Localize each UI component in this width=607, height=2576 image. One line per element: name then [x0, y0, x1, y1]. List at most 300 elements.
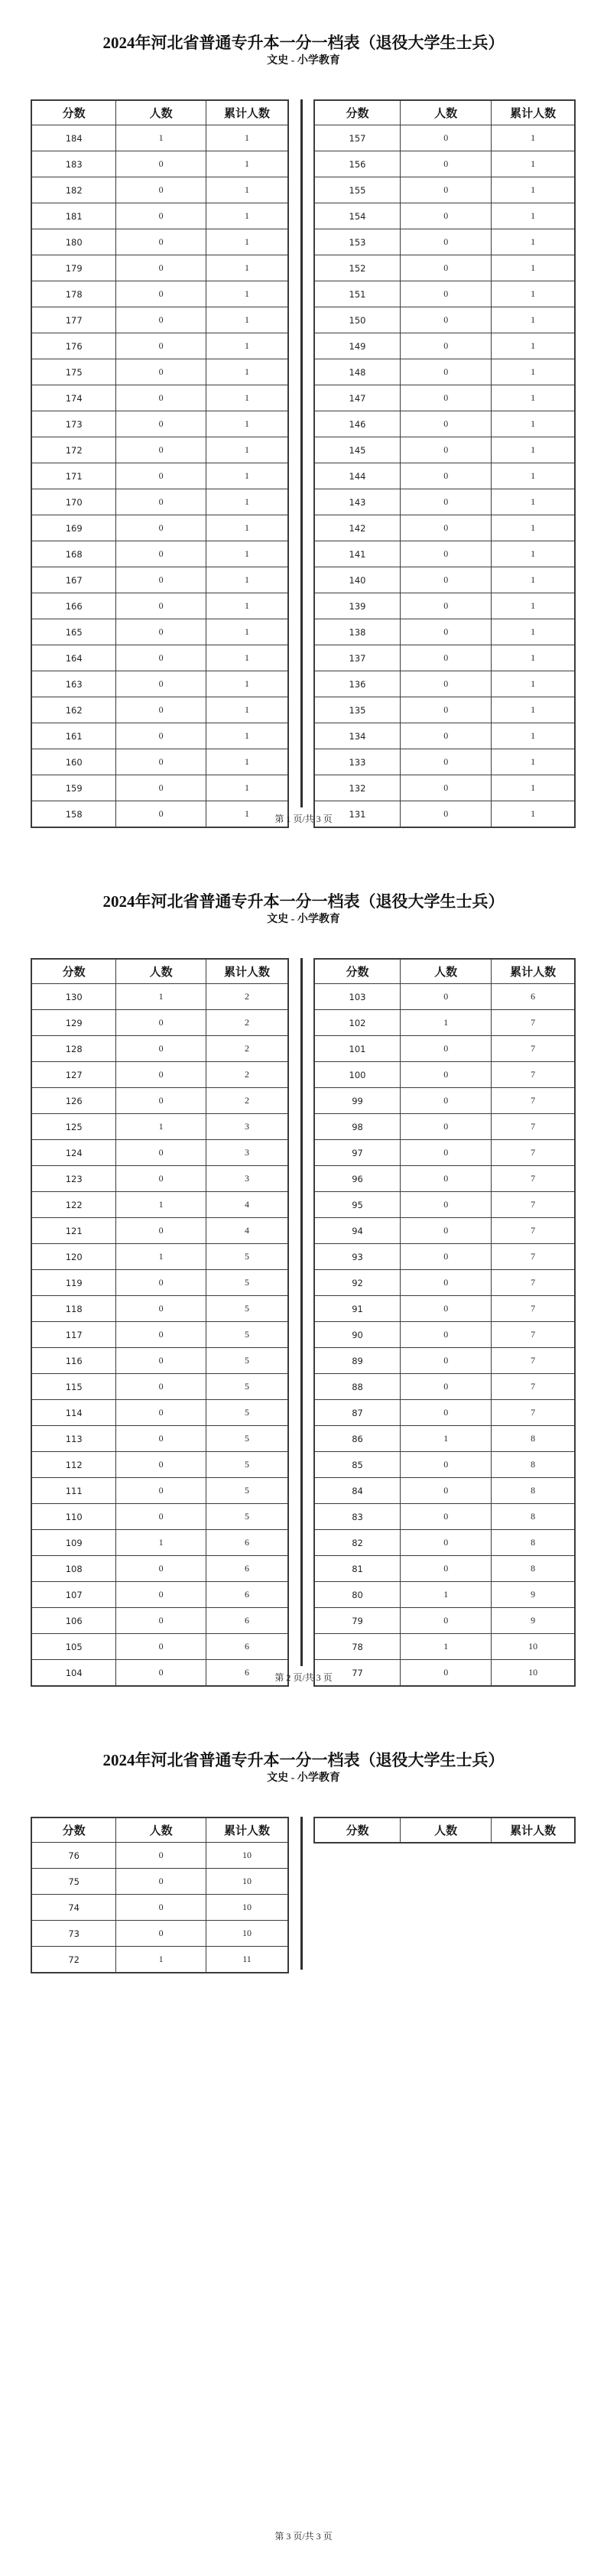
cumulative-cell: 7	[492, 1036, 575, 1062]
table-row	[31, 1869, 288, 1895]
table-row	[31, 463, 288, 489]
count-cell: 0	[401, 307, 492, 333]
table-row	[31, 1218, 288, 1244]
col-header-count: 人数	[116, 1817, 206, 1843]
table-row	[314, 1192, 575, 1218]
cumulative-cell: 1	[492, 463, 575, 489]
count-cell: 0	[401, 203, 492, 229]
page-number: 第 1 页/共 3 页	[274, 814, 333, 824]
table-row	[31, 489, 288, 515]
table-row	[31, 1556, 288, 1582]
cumulative-cell: 8	[492, 1530, 575, 1556]
count-cell: 0	[401, 151, 492, 177]
score-cell: 112	[31, 1452, 116, 1478]
count-cell: 1	[401, 1426, 492, 1452]
score-cell: 179	[31, 255, 116, 281]
col-header-score: 分数	[314, 100, 401, 125]
table-row	[31, 1296, 288, 1322]
score-cell: 97	[314, 1140, 401, 1166]
count-cell: 0	[401, 1218, 492, 1244]
score-cell: 144	[314, 463, 401, 489]
score-table-right	[313, 1817, 576, 1843]
cumulative-cell: 9	[492, 1582, 575, 1608]
score-cell: 139	[314, 593, 401, 619]
score-cell: 82	[314, 1530, 401, 1556]
cumulative-cell: 6	[206, 1608, 288, 1634]
table-row	[31, 333, 288, 359]
table-row	[314, 1608, 575, 1634]
score-cell: 83	[314, 1504, 401, 1530]
table-row	[31, 1166, 288, 1192]
cumulative-cell: 5	[206, 1348, 288, 1374]
count-cell: 0	[401, 1452, 492, 1478]
count-cell: 0	[401, 359, 492, 385]
col-header-cumulative: 累计人数	[206, 959, 288, 984]
count-cell: 0	[401, 255, 492, 281]
cumulative-cell: 8	[492, 1452, 575, 1478]
score-cell: 169	[31, 515, 116, 541]
score-cell: 104	[31, 1660, 116, 1687]
table-row	[314, 723, 575, 749]
cumulative-cell: 2	[206, 1062, 288, 1088]
count-cell: 0	[116, 255, 206, 281]
count-cell: 0	[401, 1296, 492, 1322]
count-cell: 0	[116, 1296, 206, 1322]
col-header-cumulative: 累计人数	[492, 1817, 575, 1843]
count-cell: 0	[401, 1036, 492, 1062]
cumulative-cell: 7	[492, 1270, 575, 1296]
table-row	[31, 1504, 288, 1530]
cumulative-cell: 1	[492, 801, 575, 828]
cumulative-cell: 1	[206, 281, 288, 307]
score-cell: 153	[314, 229, 401, 255]
table-row	[31, 359, 288, 385]
table-row	[31, 1348, 288, 1374]
table-row	[31, 1062, 288, 1088]
table-row	[31, 1270, 288, 1296]
count-cell: 0	[401, 567, 492, 593]
count-cell: 0	[116, 437, 206, 463]
table-row	[314, 619, 575, 645]
count-cell: 0	[116, 1426, 206, 1452]
col-header-score: 分数	[31, 1817, 116, 1843]
table-row	[31, 567, 288, 593]
count-cell: 1	[116, 1192, 206, 1218]
cumulative-cell: 1	[206, 541, 288, 567]
score-cell: 137	[314, 645, 401, 671]
score-cell: 124	[31, 1140, 116, 1166]
count-cell: 0	[116, 1400, 206, 1426]
page-subtitle: 文史 - 小学教育	[267, 914, 340, 925]
count-cell: 0	[116, 411, 206, 437]
table-row	[31, 437, 288, 463]
table-row	[31, 1843, 288, 1869]
cumulative-cell: 1	[206, 645, 288, 671]
cumulative-cell: 1	[206, 359, 288, 385]
cumulative-cell: 2	[206, 1036, 288, 1062]
cumulative-cell: 1	[492, 385, 575, 411]
table-row	[31, 645, 288, 671]
score-table-left	[31, 958, 289, 1687]
tables-row	[0, 958, 607, 1687]
count-cell: 0	[401, 1556, 492, 1582]
count-cell: 0	[401, 1088, 492, 1114]
count-cell: 0	[116, 489, 206, 515]
cumulative-cell: 1	[206, 307, 288, 333]
document-page-1	[0, 0, 607, 859]
score-cell: 125	[31, 1114, 116, 1140]
table-row	[314, 1062, 575, 1088]
table-row	[31, 1140, 288, 1166]
cumulative-cell: 7	[492, 1348, 575, 1374]
cumulative-cell: 5	[206, 1244, 288, 1270]
score-cell: 129	[31, 1010, 116, 1036]
table-row	[314, 1010, 575, 1036]
count-cell: 0	[401, 1530, 492, 1556]
table-row	[314, 515, 575, 541]
score-cell: 164	[31, 645, 116, 671]
cumulative-cell: 3	[206, 1114, 288, 1140]
col-header-score: 分数	[314, 1817, 401, 1843]
table-row	[31, 1322, 288, 1348]
score-cell: 121	[31, 1218, 116, 1244]
table-row	[314, 567, 575, 593]
count-cell: 0	[116, 775, 206, 801]
col-header-count: 人数	[116, 100, 206, 125]
cumulative-cell: 5	[206, 1296, 288, 1322]
col-header-cumulative: 累计人数	[206, 1817, 288, 1843]
header-row	[31, 100, 288, 125]
score-cell: 132	[314, 775, 401, 801]
score-cell: 85	[314, 1452, 401, 1478]
cumulative-cell: 1	[492, 333, 575, 359]
cumulative-cell: 8	[492, 1478, 575, 1504]
score-cell: 109	[31, 1530, 116, 1556]
score-cell: 87	[314, 1400, 401, 1426]
table-row	[314, 255, 575, 281]
cumulative-cell: 9	[492, 1608, 575, 1634]
table-row	[314, 1270, 575, 1296]
cumulative-cell: 1	[492, 307, 575, 333]
count-cell: 0	[116, 1140, 206, 1166]
cumulative-cell: 7	[492, 1010, 575, 1036]
count-cell: 0	[401, 1192, 492, 1218]
table-row	[31, 307, 288, 333]
score-cell: 152	[314, 255, 401, 281]
score-cell: 105	[31, 1634, 116, 1660]
score-cell: 96	[314, 1166, 401, 1192]
cumulative-cell: 1	[206, 385, 288, 411]
count-cell: 0	[401, 723, 492, 749]
count-cell: 0	[401, 229, 492, 255]
table-row	[314, 1244, 575, 1270]
cumulative-cell: 1	[492, 645, 575, 671]
table-row	[314, 1166, 575, 1192]
score-cell: 91	[314, 1296, 401, 1322]
cumulative-cell: 1	[492, 619, 575, 645]
col-header-score: 分数	[31, 100, 116, 125]
count-cell: 0	[116, 203, 206, 229]
table-row	[31, 281, 288, 307]
score-cell: 172	[31, 437, 116, 463]
cumulative-cell: 7	[492, 1322, 575, 1348]
table-row	[314, 775, 575, 801]
score-table-left	[31, 1817, 289, 1973]
cumulative-cell: 7	[492, 1114, 575, 1140]
count-cell: 0	[401, 984, 492, 1010]
score-cell: 126	[31, 1088, 116, 1114]
table-row	[314, 1426, 575, 1452]
cumulative-cell: 1	[206, 489, 288, 515]
cumulative-cell: 1	[206, 463, 288, 489]
cumulative-cell: 1	[206, 177, 288, 203]
cumulative-cell: 1	[206, 749, 288, 775]
count-cell: 0	[116, 1504, 206, 1530]
table-row	[31, 1036, 288, 1062]
cumulative-cell: 1	[206, 203, 288, 229]
table-row	[31, 151, 288, 177]
table-row	[314, 984, 575, 1010]
table-row	[314, 359, 575, 385]
cumulative-cell: 1	[492, 593, 575, 619]
table-row	[31, 1426, 288, 1452]
table-row	[31, 125, 288, 151]
cumulative-cell: 7	[492, 1192, 575, 1218]
table-row	[314, 1322, 575, 1348]
count-cell: 0	[116, 151, 206, 177]
table-row	[314, 1634, 575, 1660]
count-cell: 0	[116, 463, 206, 489]
table-row	[31, 775, 288, 801]
table-row	[31, 1374, 288, 1400]
score-cell: 183	[31, 151, 116, 177]
score-cell: 128	[31, 1036, 116, 1062]
col-header-cumulative: 累计人数	[492, 959, 575, 984]
cumulative-cell: 8	[492, 1504, 575, 1530]
score-cell: 157	[314, 125, 401, 151]
table-row	[31, 1010, 288, 1036]
count-cell: 0	[116, 749, 206, 775]
table-row	[314, 385, 575, 411]
score-cell: 170	[31, 489, 116, 515]
cumulative-cell: 6	[206, 1556, 288, 1582]
count-cell: 0	[116, 697, 206, 723]
table-row	[314, 1374, 575, 1400]
count-cell: 0	[401, 411, 492, 437]
cumulative-cell: 7	[492, 1400, 575, 1426]
table-row	[31, 1192, 288, 1218]
count-cell: 0	[116, 1062, 206, 1088]
cumulative-cell: 1	[492, 359, 575, 385]
count-cell: 0	[116, 1582, 206, 1608]
count-cell: 0	[116, 593, 206, 619]
cumulative-cell: 1	[206, 723, 288, 749]
cumulative-cell: 5	[206, 1374, 288, 1400]
cumulative-cell: 5	[206, 1400, 288, 1426]
score-cell: 173	[31, 411, 116, 437]
cumulative-cell: 5	[206, 1426, 288, 1452]
score-cell: 80	[314, 1582, 401, 1608]
count-cell: 0	[116, 801, 206, 828]
score-cell: 114	[31, 1400, 116, 1426]
cumulative-cell: 7	[492, 1374, 575, 1400]
score-cell: 127	[31, 1062, 116, 1088]
score-cell: 151	[314, 281, 401, 307]
score-cell: 143	[314, 489, 401, 515]
table-row	[314, 1452, 575, 1478]
score-cell: 133	[314, 749, 401, 775]
score-cell: 146	[314, 411, 401, 437]
count-cell: 0	[401, 593, 492, 619]
cumulative-cell: 6	[206, 1582, 288, 1608]
cumulative-cell: 1	[492, 567, 575, 593]
table-divider	[300, 99, 303, 807]
score-cell: 138	[314, 619, 401, 645]
table-row	[314, 125, 575, 151]
score-cell: 176	[31, 333, 116, 359]
table-row	[314, 593, 575, 619]
cumulative-cell: 1	[206, 411, 288, 437]
count-cell: 0	[401, 671, 492, 697]
score-cell: 108	[31, 1556, 116, 1582]
score-cell: 99	[314, 1088, 401, 1114]
table-row	[314, 1296, 575, 1322]
score-cell: 123	[31, 1166, 116, 1192]
count-cell: 1	[401, 1634, 492, 1660]
count-cell: 0	[401, 177, 492, 203]
score-cell: 111	[31, 1478, 116, 1504]
col-header-count: 人数	[401, 100, 492, 125]
cumulative-cell: 10	[206, 1843, 288, 1869]
count-cell: 0	[116, 1634, 206, 1660]
score-cell: 162	[31, 697, 116, 723]
table-row	[314, 333, 575, 359]
table-row	[31, 593, 288, 619]
count-cell: 0	[116, 1218, 206, 1244]
cumulative-cell: 1	[492, 255, 575, 281]
table-row	[314, 1114, 575, 1140]
count-cell: 0	[116, 1478, 206, 1504]
cumulative-cell: 6	[206, 1634, 288, 1660]
table-row	[314, 463, 575, 489]
document-page-2	[0, 859, 607, 1717]
count-cell: 0	[401, 1608, 492, 1634]
count-cell: 0	[401, 1140, 492, 1166]
count-cell: 0	[116, 1374, 206, 1400]
score-cell: 136	[314, 671, 401, 697]
score-cell: 168	[31, 541, 116, 567]
cumulative-cell: 7	[492, 1166, 575, 1192]
table-row	[31, 203, 288, 229]
count-cell: 1	[116, 984, 206, 1010]
table-row	[314, 1036, 575, 1062]
count-cell: 0	[401, 1244, 492, 1270]
score-cell: 72	[31, 1947, 116, 1973]
table-row	[314, 1504, 575, 1530]
page-subtitle: 文史 - 小学教育	[267, 1772, 340, 1784]
score-cell: 118	[31, 1296, 116, 1322]
cumulative-cell: 10	[492, 1634, 575, 1660]
count-cell: 0	[401, 775, 492, 801]
cumulative-cell: 7	[492, 1296, 575, 1322]
count-cell: 1	[401, 1010, 492, 1036]
cumulative-cell: 8	[492, 1556, 575, 1582]
cumulative-cell: 4	[206, 1192, 288, 1218]
score-cell: 92	[314, 1270, 401, 1296]
count-cell: 1	[116, 1530, 206, 1556]
table-row	[314, 177, 575, 203]
cumulative-cell: 5	[206, 1478, 288, 1504]
cumulative-cell: 3	[206, 1140, 288, 1166]
cumulative-cell: 1	[206, 775, 288, 801]
table-row	[31, 1947, 288, 1973]
cumulative-cell: 1	[206, 229, 288, 255]
score-cell: 148	[314, 359, 401, 385]
score-cell: 165	[31, 619, 116, 645]
table-row	[314, 489, 575, 515]
score-cell: 88	[314, 1374, 401, 1400]
table-row	[31, 1634, 288, 1660]
table-row	[314, 541, 575, 567]
count-cell: 0	[116, 1869, 206, 1895]
score-cell: 75	[31, 1869, 116, 1895]
cumulative-cell: 2	[206, 1088, 288, 1114]
cumulative-cell: 1	[206, 567, 288, 593]
cumulative-cell: 1	[492, 723, 575, 749]
score-cell: 175	[31, 359, 116, 385]
count-cell: 0	[116, 541, 206, 567]
count-cell: 0	[401, 1478, 492, 1504]
count-cell: 0	[116, 333, 206, 359]
table-row	[31, 411, 288, 437]
table-row	[314, 307, 575, 333]
cumulative-cell: 3	[206, 1166, 288, 1192]
cumulative-cell: 5	[206, 1322, 288, 1348]
table-row	[314, 151, 575, 177]
cumulative-cell: 1	[492, 749, 575, 775]
cumulative-cell: 1	[206, 333, 288, 359]
table-row	[31, 697, 288, 723]
cumulative-cell: 4	[206, 1218, 288, 1244]
page-subtitle: 文史 - 小学教育	[267, 55, 340, 67]
count-cell: 1	[401, 1582, 492, 1608]
page-title: 2024年河北省普通专升本一分一档表（退役大学生士兵）	[102, 892, 505, 911]
table-divider	[300, 1817, 303, 1970]
count-cell: 0	[116, 1660, 206, 1687]
col-header-count: 人数	[401, 959, 492, 984]
count-cell: 0	[401, 1062, 492, 1088]
count-cell: 0	[401, 1322, 492, 1348]
table-divider	[300, 958, 303, 1666]
score-cell: 156	[314, 151, 401, 177]
score-cell: 81	[314, 1556, 401, 1582]
count-cell: 0	[401, 645, 492, 671]
cumulative-cell: 1	[206, 125, 288, 151]
cumulative-cell: 6	[206, 1530, 288, 1556]
table-row	[31, 1244, 288, 1270]
table-row	[314, 697, 575, 723]
score-cell: 100	[314, 1062, 401, 1088]
count-cell: 0	[116, 1166, 206, 1192]
table-row	[314, 1218, 575, 1244]
header-row	[314, 100, 575, 125]
table-row	[31, 1582, 288, 1608]
score-table-right	[313, 99, 576, 828]
table-row	[314, 1348, 575, 1374]
tables-row	[0, 1817, 607, 1973]
score-cell: 93	[314, 1244, 401, 1270]
header-row	[31, 959, 288, 984]
